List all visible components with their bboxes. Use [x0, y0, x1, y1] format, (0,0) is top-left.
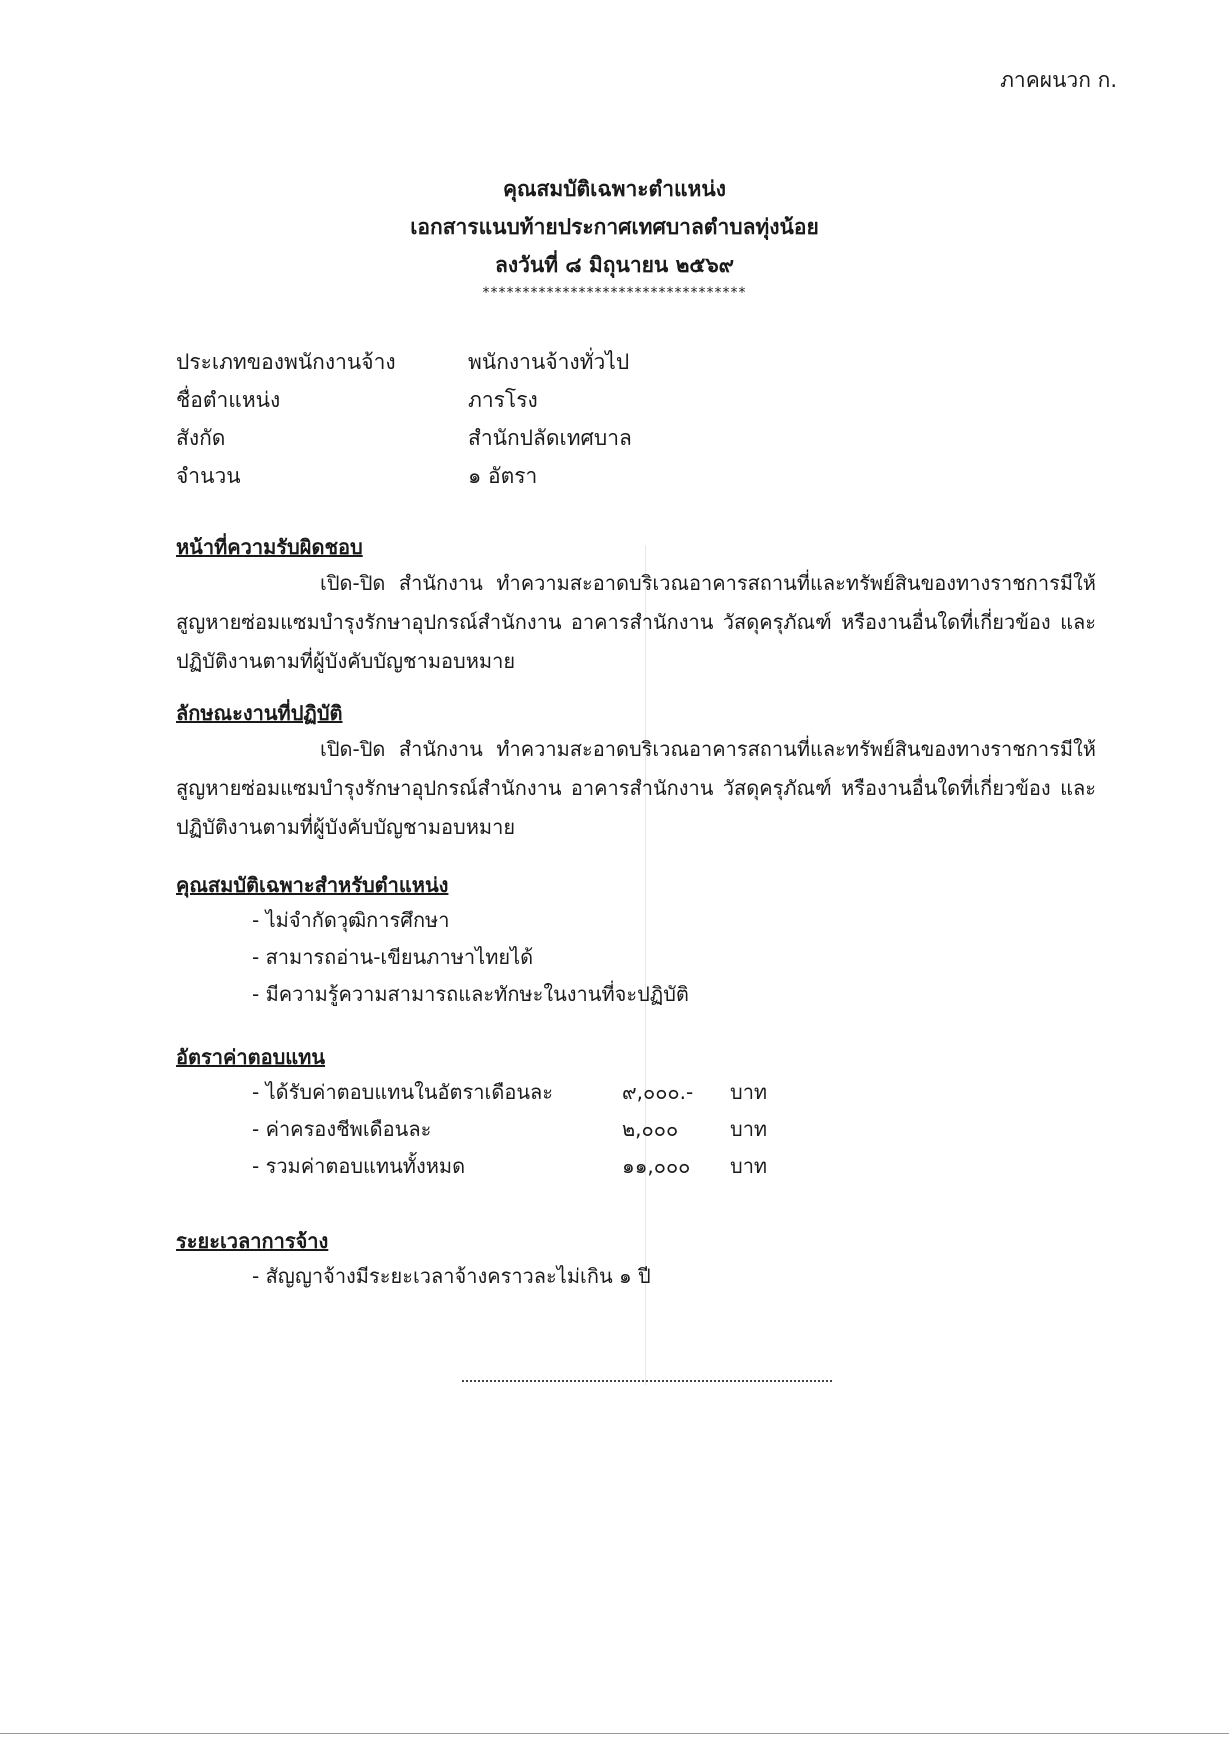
work-section: [176, 696, 1096, 847]
compensation-row: [252, 1074, 1096, 1111]
info-row-count: [176, 457, 632, 495]
position-info: [176, 343, 632, 495]
compensation-row: [252, 1148, 1096, 1185]
info-key: ชื่อตำแหน่ง: [176, 387, 281, 412]
document-header: [0, 170, 1229, 302]
compensation-amount: ๙,๐๐๐.-: [622, 1080, 694, 1104]
page-bottom-rule: [0, 1733, 1229, 1734]
compensation-unit: บาท: [730, 1117, 768, 1141]
info-value: ภารโรง: [468, 387, 538, 412]
compensation-amount: ๑๑,๐๐๐: [622, 1154, 691, 1178]
appendix-label: ภาคผนวก ก.: [1000, 68, 1117, 92]
employment-period-section: [176, 1224, 1096, 1295]
qualifications-list: [252, 902, 1096, 1013]
header-subtitle: เอกสารแนบท้ายประกาศเทศบาลตำบลทุ่งน้อย: [410, 215, 819, 239]
duties-text: เปิด-ปิด สำนักงาน ทำความสะอาดบริเวณอาคารสถานที่และทรัพย์สินของทางราชการมีให้สูญหายซ่อมแซมบำรุงรักษาอุปกรณ์สำนักงาน อาคารสำนักงาน วัสดุครุภัณฑ์ หรืองานอื่นใดที่เกี่ยวข้อง และปฏิบัติงานตามที่ผู้บังคับบัญชามอบหมาย: [176, 571, 1096, 673]
header-date: ลงวันที่ ๘ มิถุนายน ๒๕๖๙: [494, 253, 735, 277]
info-key: ประเภทของพนักงานจ้าง: [176, 349, 396, 374]
duties-title: หน้าที่ความรับผิดชอบ: [176, 535, 363, 559]
work-text: เปิด-ปิด สำนักงาน ทำความสะอาดบริเวณอาคารสถานที่และทรัพย์สินของทางราชการมีให้สูญหายซ่อมแซมบำรุงรักษาอุปกรณ์สำนักงาน อาคารสำนักงาน วัสดุครุภัณฑ์ หรืองานอื่นใดที่เกี่ยวข้อง และปฏิบัติงานตามที่ผู้บังคับบัญชามอบหมาย: [176, 737, 1096, 839]
list-item: - ไม่จำกัดวุฒิการศึกษา: [252, 908, 450, 932]
info-key: สังกัด: [176, 425, 226, 450]
compensation-section: [176, 1040, 1096, 1185]
info-row-type: [176, 343, 632, 381]
info-value: พนักงานจ้างทั่วไป: [468, 349, 630, 374]
compensation-label: - รวมค่าตอบแทนทั้งหมด: [252, 1154, 466, 1178]
compensation-unit: บาท: [730, 1080, 768, 1104]
qualifications-title: คุณสมบัติเฉพาะสำหรับตำแหน่ง: [176, 873, 449, 897]
dotted-end-line: [462, 1378, 832, 1382]
info-value: สำนักปลัดเทศบาล: [468, 425, 632, 450]
qualifications-section: [176, 868, 1096, 1013]
header-separator: *********************************: [482, 285, 747, 301]
list-item: - มีความรู้ความสามารถและทักษะในงานที่จะปฏิบัติ: [252, 982, 689, 1006]
duties-section: [176, 530, 1096, 681]
compensation-title: อัตราค่าตอบแทน: [176, 1045, 326, 1069]
list-item: - สามารถอ่าน-เขียนภาษาไทยได้: [252, 945, 534, 969]
employment-period-text: - สัญญาจ้างมีระยะเวลาจ้างคราวละไม่เกิน ๑ ปี: [252, 1264, 651, 1288]
header-title: คุณสมบัติเฉพาะตำแหน่ง: [503, 177, 726, 201]
info-row-position: [176, 381, 632, 419]
info-value: ๑ อัตรา: [468, 463, 538, 488]
compensation-label: - ได้รับค่าตอบแทนในอัตราเดือนละ: [252, 1080, 554, 1104]
compensation-amount: ๒,๐๐๐: [622, 1117, 679, 1141]
info-key: จำนวน: [176, 463, 241, 488]
info-row-department: [176, 419, 632, 457]
compensation-unit: บาท: [730, 1154, 768, 1178]
compensation-row: [252, 1111, 1096, 1148]
compensation-label: - ค่าครองชีพเดือนละ: [252, 1117, 432, 1141]
employment-period-title: ระยะเวลาการจ้าง: [176, 1229, 329, 1253]
work-title: ลักษณะงานที่ปฏิบัติ: [176, 701, 343, 725]
employment-period-list: [252, 1258, 1096, 1295]
